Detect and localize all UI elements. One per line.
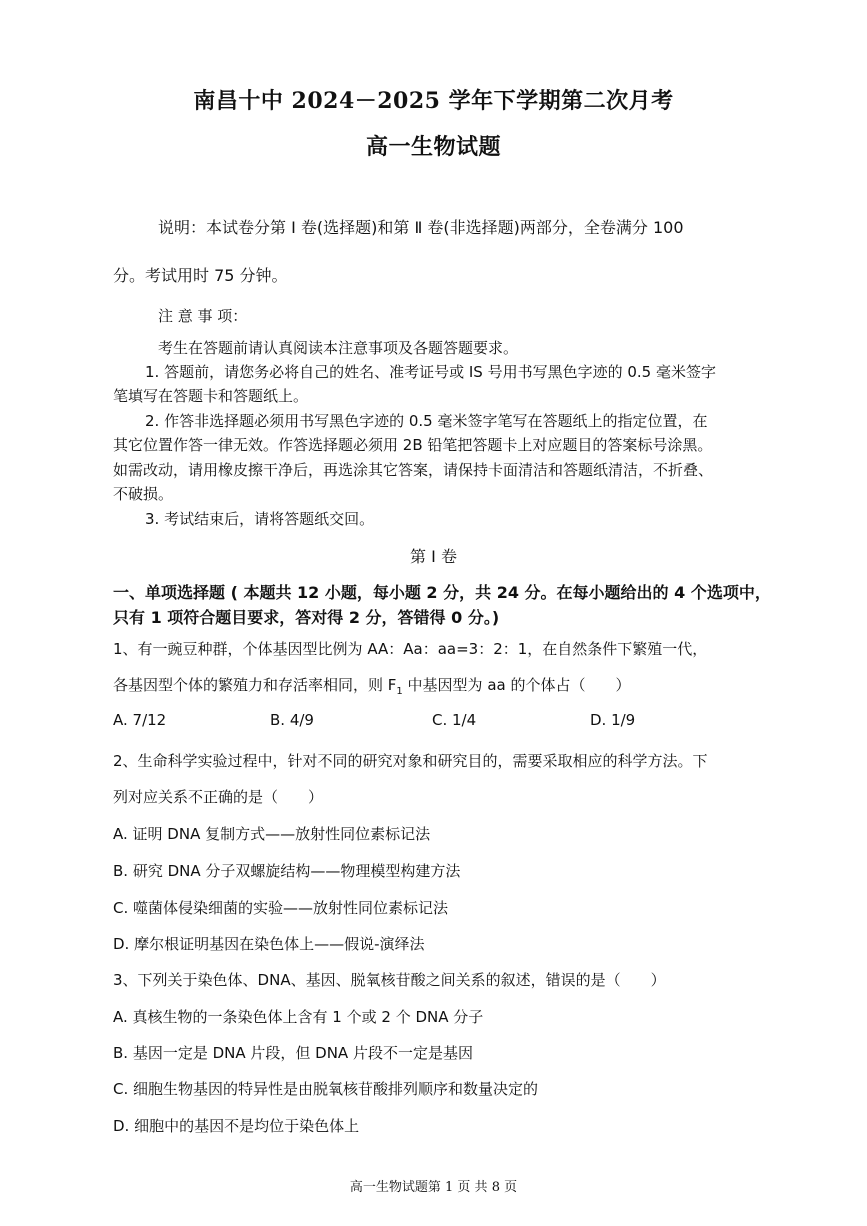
notice-item-3: 3. 考试结束后，请将答题纸交回。 [145,510,375,528]
question-1-stem-post: 中基因型为 aa 的个体占（ ） [402,676,631,694]
question-2-option-c: C. 噬菌体侵染细菌的实验——放射性同位素标记法 [113,899,449,917]
notice-item-2-line-4: 不破损。 [113,485,174,503]
notice-item-1-line-1: 1. 答题前，请您务必将自己的姓名、准考证号或 IS 号用书写黑色字迹的 0.5 毫米签字 [145,363,716,381]
part-one-heading-line-1: 一、单项选择题 ( 本题共 12 小题，每小题 2 分，共 24 分。在每小题给出的 4 个选项中， [113,583,771,602]
question-3-stem: 3、下列关于染色体、DNA、基因、脱氧核苷酸之间关系的叙述，错误的是（ ） [113,971,666,989]
notice-intro: 考生在答题前请认真阅读本注意事项及各题答题要求。 [158,339,519,357]
question-1-option-c: C. 1/4 [432,711,477,729]
instruction-line-1: 说明：本试卷分第 Ⅰ 卷(选择题)和第 Ⅱ 卷(非选择题)两部分，全卷满分 100 [158,218,684,237]
question-1-option-b: B. 4/9 [270,711,314,729]
question-3-option-b: B. 基因一定是 DNA 片段，但 DNA 片段不一定是基因 [113,1044,473,1062]
exam-title: 南昌十中 2024－2025 学年下学期第二次月考 [193,88,674,114]
notice-heading: 注 意 事 项： [158,307,248,325]
question-1-stem-line-1: 1、有一豌豆种群，个体基因型比例为 AA：Aa：aa=3：2：1，在自然条件下繁殖一代， [113,640,708,658]
notice-item-1-line-2: 笔填写在答题卡和答题纸上。 [113,387,309,405]
question-2-stem-line-1: 2、生命科学实验过程中，针对不同的研究对象和研究目的，需要采取相应的科学方法。下 [113,752,708,770]
question-1-option-d: D. 1/9 [590,711,636,729]
question-1-option-a: A. 7/12 [113,711,167,729]
question-3-option-c: C. 细胞生物基因的特异性是由脱氧核苷酸排列顺序和数量决定的 [113,1080,539,1098]
question-2-option-a: A. 证明 DNA 复制方式——放射性同位素标记法 [113,825,431,843]
question-3-option-a: A. 真核生物的一条染色体上含有 1 个或 2 个 DNA 分子 [113,1008,484,1026]
question-1-subscript: 1 [396,686,403,697]
section-heading: 第 Ⅰ 卷 [410,547,457,566]
notice-item-2-line-3: 如需改动，请用橡皮擦干净后，再选涂其它答案，请保持卡面清洁和答题纸清洁，不折叠、 [113,461,714,479]
exam-subtitle: 高一生物试题 [365,134,501,160]
question-2-option-b: B. 研究 DNA 分子双螺旋结构——物理模型构建方法 [113,862,461,880]
question-1-stem-line-2 [113,674,630,697]
instruction-line-2: 分。考试用时 75 分钟。 [113,266,288,285]
notice-item-2-line-2: 其它位置作答一律无效。作答选择题必须用 2B 铅笔把答题卡上对应题目的答案标号涂黑。 [113,436,713,454]
question-2-option-d: D. 摩尔根证明基因在染色体上——假说-演绎法 [113,935,425,953]
part-one-heading-line-2: 只有 1 项符合题目要求，答对得 2 分，答错得 0 分。) [113,608,500,627]
question-1-stem-pre: 各基因型个体的繁殖力和存活率相同，则 F [113,676,397,694]
notice-item-2-line-1: 2. 作答非选择题必须用书写黑色字迹的 0.5 毫米签字笔写在答题纸上的指定位置，在 [145,412,708,430]
question-2-stem-line-2: 列对应关系不正确的是（ ） [113,788,324,806]
page-footer: 高一生物试题第 1 页 共 8 页 [349,1180,518,1195]
question-3-option-d: D. 细胞中的基因不是均位于染色体上 [113,1117,360,1135]
